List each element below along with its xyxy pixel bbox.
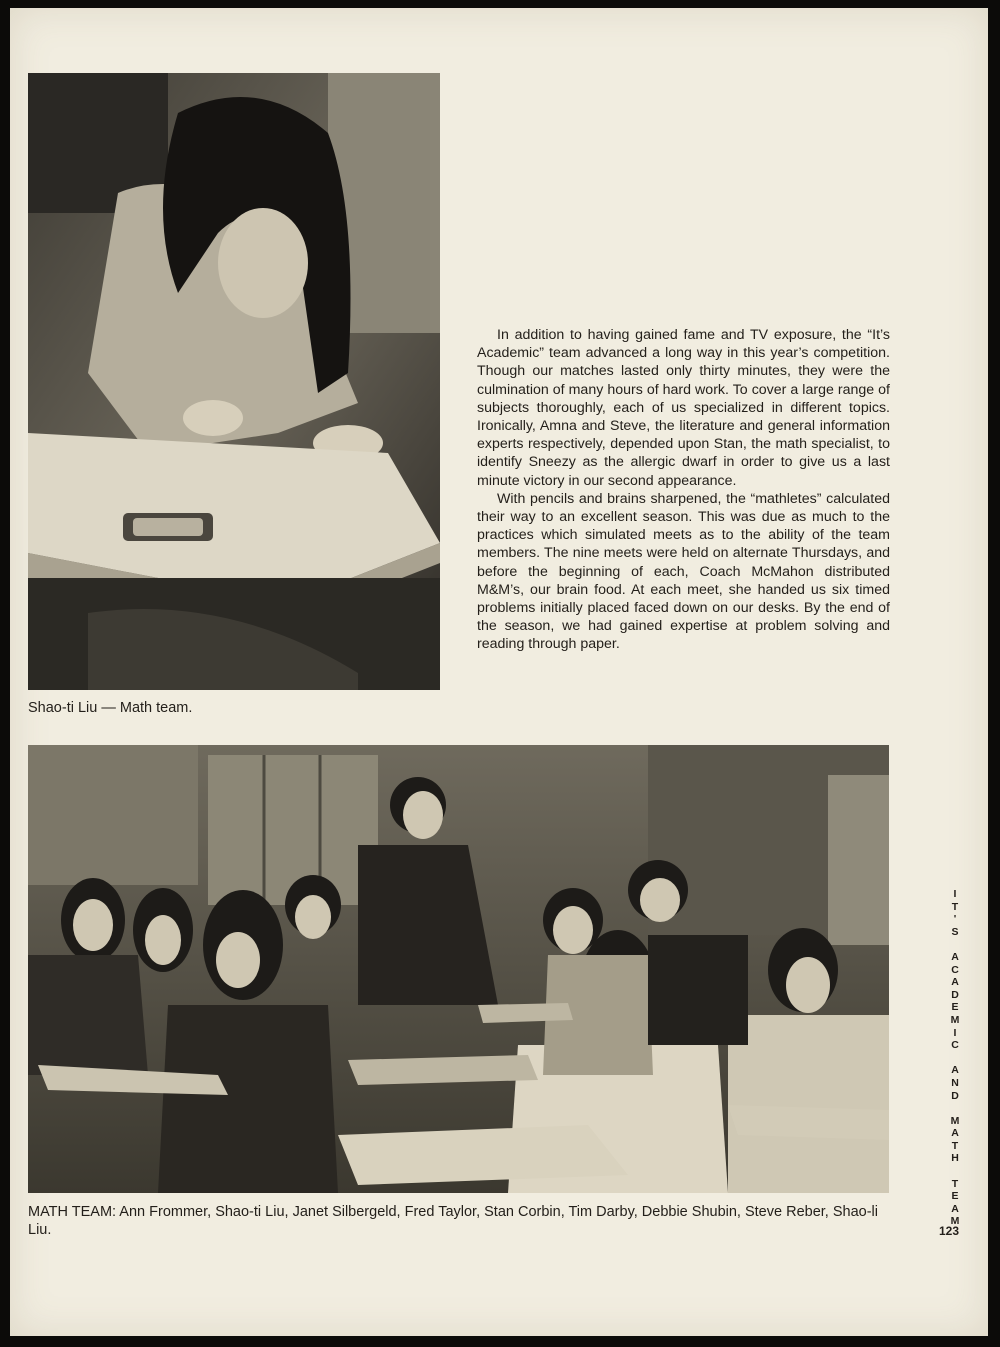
title-letter: T [951, 900, 959, 913]
title-letter: A [951, 950, 959, 963]
title-letter: I [953, 1026, 957, 1039]
title-letter: T [951, 1139, 959, 1152]
article-paragraph: In addition to having gained fame and TV exposure, the “It’s Academic” team advanced a long way in this year’s competition. Though our matches lasted only thirty minutes, they were the culmination of many hours of hard work. To cover a large range of subjects thoroughly, each of us specialized in different topics. Ironically, Amna and Steve, the literature and general information experts respectively, depended upon Stan, the math specialist, to identify Sneezy as the allergic dwarf in order to give us a last minute victory in our second appearance. [477, 327, 890, 489]
title-letter: A [951, 1127, 959, 1140]
title-letter: D [951, 988, 959, 1001]
article-paragraph: With pencils and brains sharpened, the “mathletes” calculated their way to an excellent season. This was due as much to the practices which simulated meets as to the ability of the team members. The nine meets were held on alternate Thursdays, and before the beginning of each, Coach McMahon distributed M&M’s, our brain food. At each meet, she handed us six timed problems initially placed faced down on our desks. By the end of the season, we had gained expertise at problem solving and reading through paper. [477, 490, 890, 653]
title-letter: S [951, 925, 959, 938]
page-number: 123 [939, 1224, 960, 1238]
photo-student-writing [28, 73, 440, 690]
title-letter: D [951, 1089, 959, 1102]
title-letter: E [951, 1001, 959, 1014]
yearbook-page [10, 8, 988, 1336]
title-letter: H [951, 1152, 959, 1165]
title-gap [954, 1165, 957, 1178]
title-gap [954, 938, 957, 951]
title-letter: I [953, 888, 957, 900]
title-gap [954, 1102, 957, 1115]
title-letter: N [951, 1076, 959, 1089]
team-caption: MATH TEAM: Ann Frommer, Shao-ti Liu, Janet Silbergeld, Fred Taylor, Stan Corbin, Tim Darby, Debbie Shubin, Steve Reber, Shao-li Liu. [28, 1204, 878, 1238]
title-letter: A [951, 1064, 959, 1077]
title-letter: A [951, 1202, 959, 1215]
title-letter: C [951, 963, 959, 976]
title-letter: C [951, 1039, 959, 1052]
article-body [477, 326, 890, 654]
section-title-vertical [943, 888, 967, 1228]
title-letter: M [950, 1013, 960, 1026]
title-letter: M [950, 1215, 960, 1228]
photo-caption: Shao-ti Liu — Math team. [28, 700, 193, 716]
title-letter: M [950, 1114, 960, 1127]
title-gap [954, 1052, 957, 1065]
photo-math-team [28, 745, 889, 1193]
title-letter: E [951, 1190, 959, 1203]
title-letter: A [951, 976, 959, 989]
title-letter: ' [953, 913, 957, 926]
title-letter: T [951, 1177, 959, 1190]
